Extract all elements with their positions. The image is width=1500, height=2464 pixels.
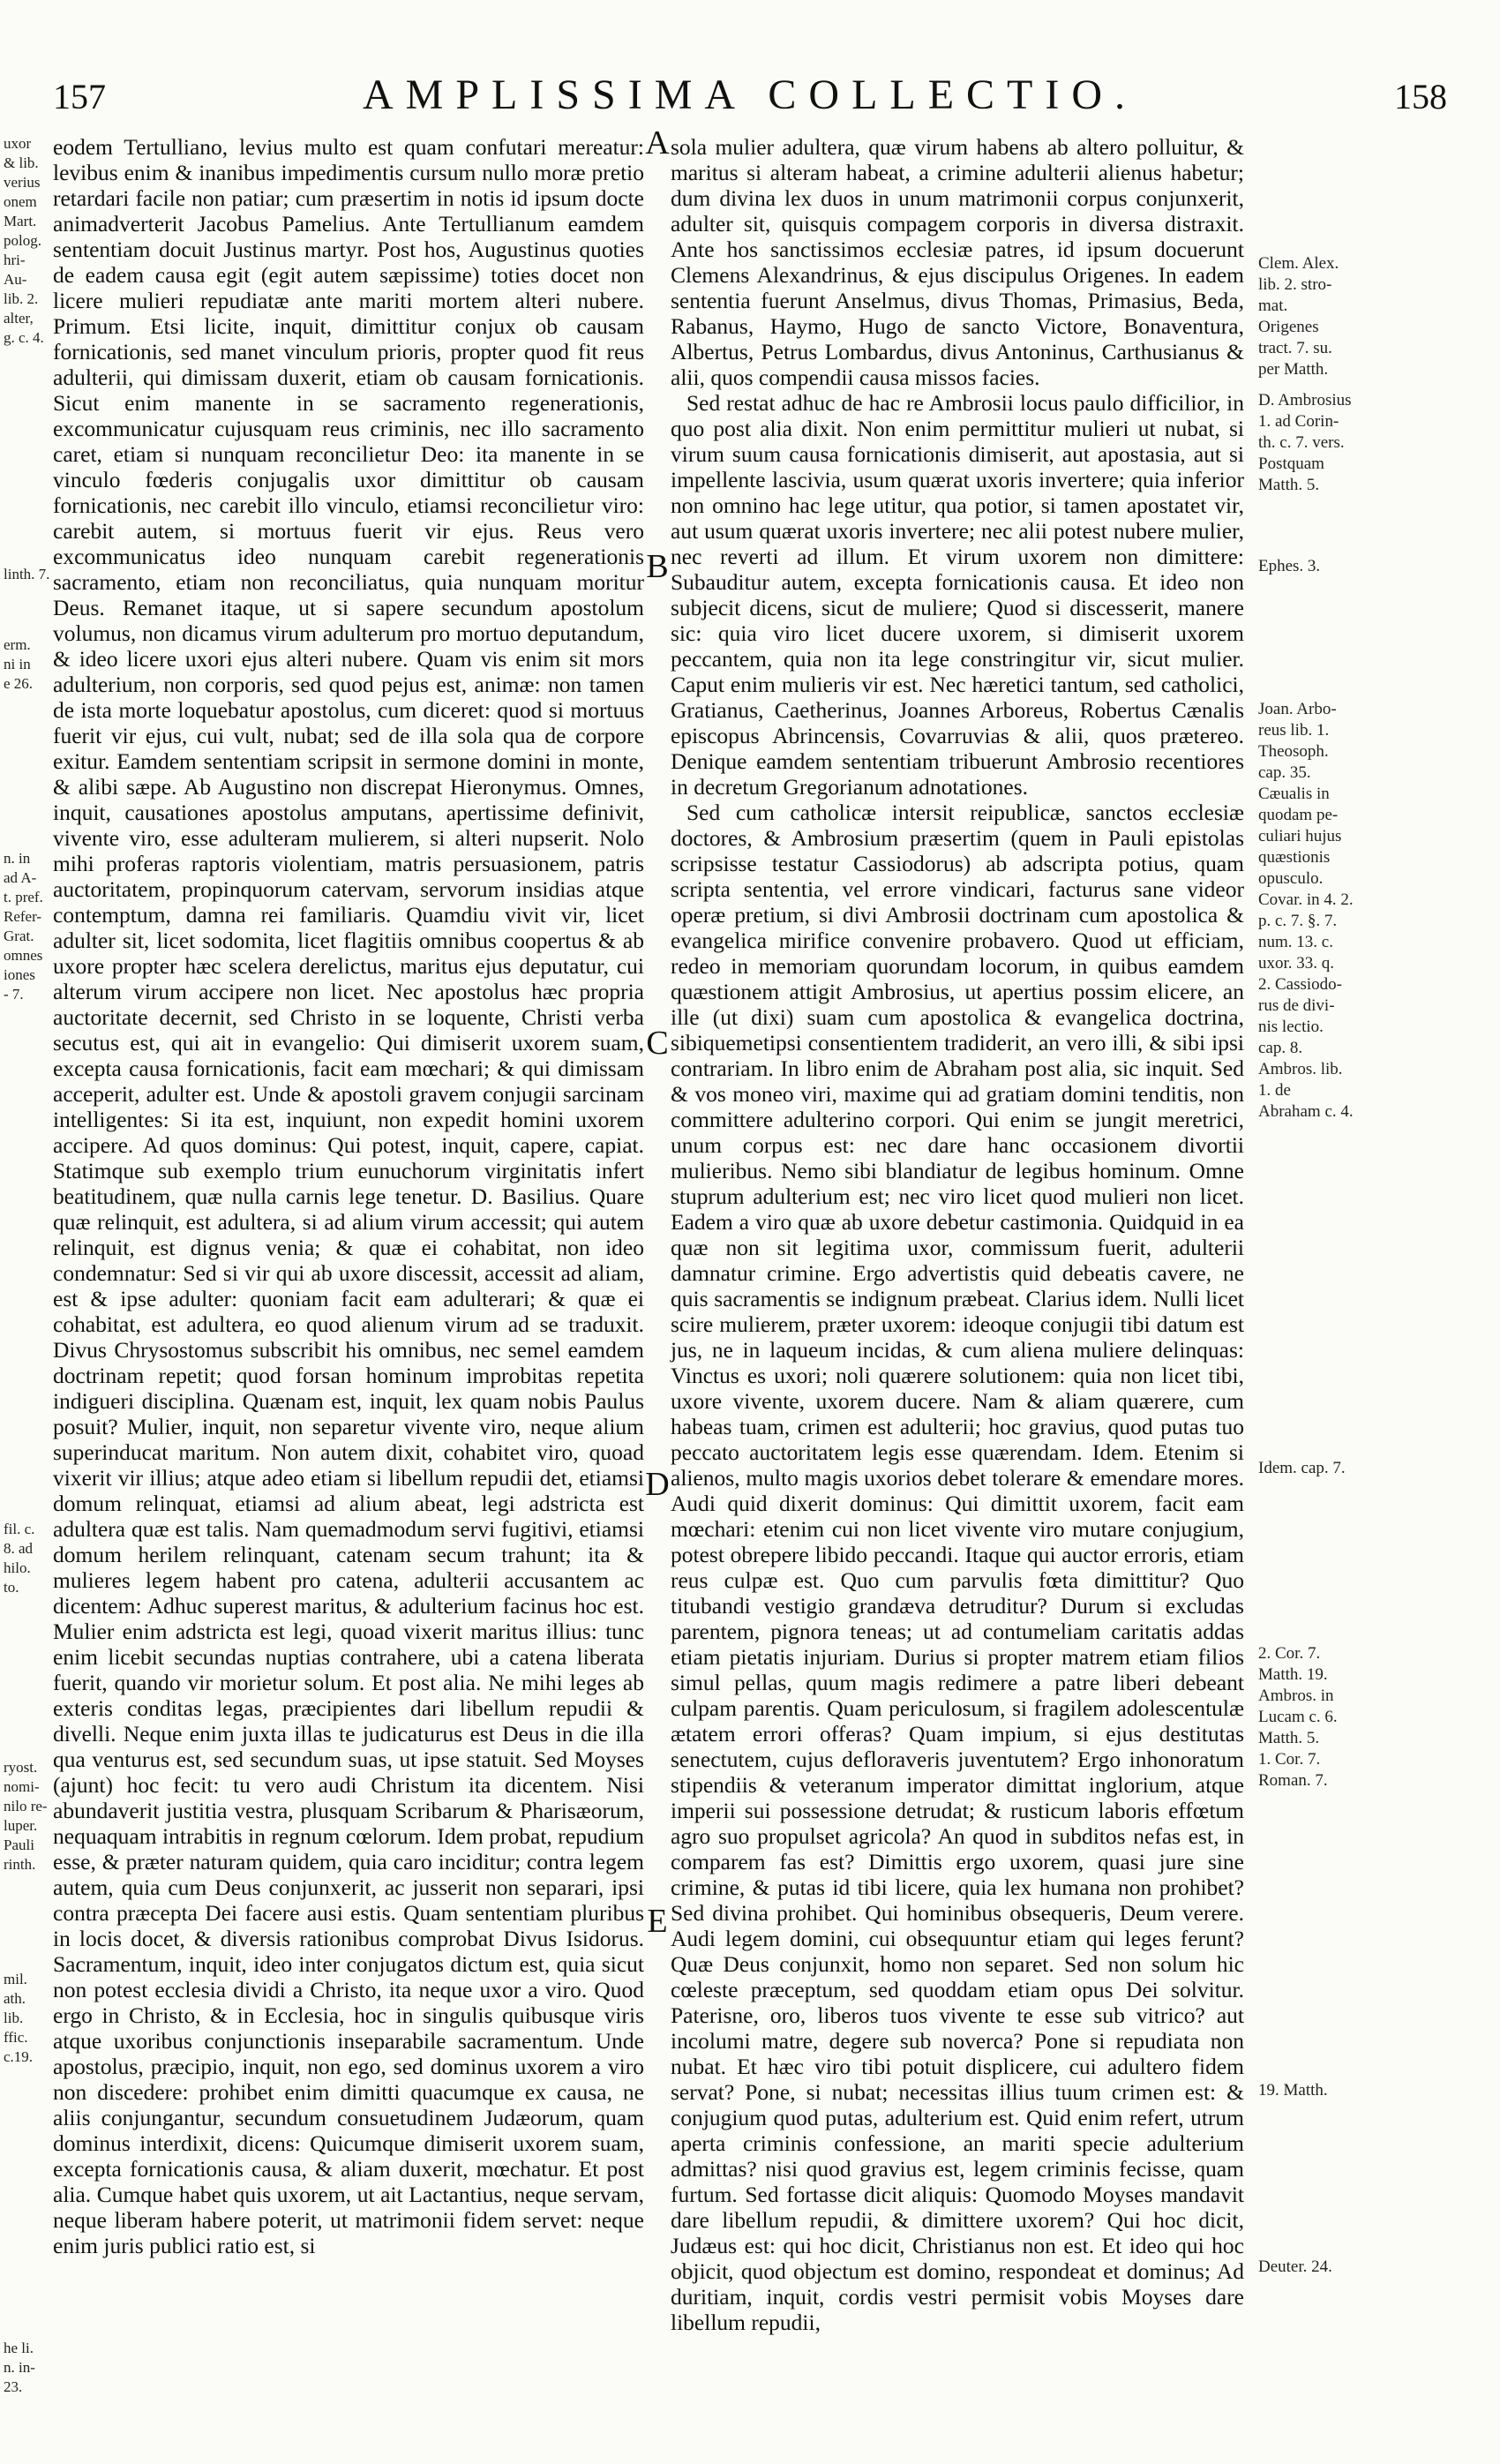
- page-number-right: 158: [1394, 77, 1447, 116]
- section-letter-a: A: [645, 124, 670, 162]
- left-column: [53, 134, 644, 2258]
- right-margin-notes: [1253, 134, 1491, 2429]
- margin-note: Clem. Alex. lib. 2. stro- mat. Origenes tract. 7. su. per Matth.: [1258, 254, 1339, 379]
- right-column: [671, 134, 1244, 2335]
- margin-note: erm. ni in e 26.: [4, 636, 34, 692]
- margin-note: n. in ad A- t. pref. Refer- Grat. omnes iones - 7.: [4, 850, 43, 1003]
- margin-note: Joan. Arbo- reus lib. 1. Theosoph. cap. 35. Cæualis in quodam pe- culiari hujus quæstionis opusculo. Covar. in 4. 2. p. c. 7. §. 7. num. 13. c. uxor. 33. q. 2. Cassiodo- rus de divi- nis lectio. cap. 8. Ambros. lib. 1. de Abraham c. 4.: [1258, 700, 1354, 1121]
- running-title: AMPLISSIMA COLLECTIO.: [362, 71, 1138, 118]
- page-number-left: 157: [53, 77, 106, 116]
- paragraph: Sed restat adhuc de hac re Ambrosii locus paulo difficilior, in quo post alia dixit. Non enim permittitur mulieri ut nubat, si virum suum causa fornicationis dimiserit, aut apostasia, aut si impellente lascivia, usum quærat uxoris invertere; quia inferior non omnino hac lege utitur, qua potior, si tamen apostatet vir, aut usum quærat uxoris invertere; nec alii potest nubere mulier, nec reverti ad illum. Et virum uxorem non dimittere: Subauditur autem, excepta fornicationis causa. Et ideo non subjecit dicens, sicut de muliere; Quod si discesserit, manere sic: quia viro licet ducere uxorem, si dimiserit uxorem peccantem, quia non ita lege constringitur vir, sicut mulier. Caput enim mulieris vir est. Nec hæretici tantum, sed catholici, Gratianus, Caetherinus, Joannes Arboreus, Robertus Cænalis episcopus Abrincensis, Covarruvias & alii, quos prætereo. Denique eamdem sententiam tribuerunt Ambrosio recentiores in decretum Gregorianum adnotationes.: [671, 390, 1244, 800]
- left-margin-notes: [0, 134, 51, 2429]
- margin-note: linth. 7.: [4, 566, 50, 582]
- section-letter-b: B: [646, 548, 669, 585]
- margin-note: he li. n. in- 23.: [4, 2340, 35, 2395]
- margin-note: ryost. nomi- nilo re- luper. Pauli rinth.: [4, 1759, 48, 1873]
- margin-note: uxor & lib. verius onem Mart. polog. hri- Au- lib. 2. alter, g. c. 4.: [4, 135, 44, 346]
- running-header: [53, 71, 1447, 132]
- margin-note: Deuter. 24.: [1258, 2257, 1332, 2276]
- section-letter-d: D: [645, 1466, 670, 1503]
- section-letter-c: C: [646, 1025, 669, 1062]
- margin-note: fil. c. 8. ad hilo. to.: [4, 1521, 35, 1596]
- margin-note: Idem. cap. 7.: [1258, 1459, 1346, 1477]
- margin-note: D. Ambrosius 1. ad Corin- th. c. 7. vers. Postquam Matth. 5.: [1258, 391, 1352, 494]
- margin-note: mil. ath. lib. ffic. c.19.: [4, 1971, 34, 2065]
- paragraph: sola mulier adultera, quæ virum habens ab altero polluitur, & maritus si alteram habeat, a crimine adulterii alienus habetur; dum divina lex duos in unum matrimonii corpus conjunxerit, adulter sit, quisquis compagem corporis in diversa distraxit. Ante hos sanctissimos ecclesiæ patres, id ipsum docuerunt Clemens Alexandrinus, & ejus discipulus Origenes. In eadem sententia fuerunt Anselmus, divus Thomas, Primasius, Beda, Rabanus, Haymo, Hugo de sancto Victore, Bonaventura, Albertus, Petrus Lombardus, divus Antoninus, Carthusianus & alii, quos compendii causa missos facies.: [671, 134, 1244, 390]
- margin-note: 2. Cor. 7. Matth. 19. Ambros. in Lucam c. 6. Matth. 5. 1. Cor. 7. Roman. 7.: [1258, 1644, 1338, 1790]
- margin-note: 19. Matth.: [1258, 2081, 1328, 2100]
- paragraph: eodem Tertulliano, levius multo est quam confutari mereatur: levibus enim & inanibus impedimentis cursum nullo moræ pretio retardari facile non patiar; cum præsertim in notis id ipsum docte animadverterit Jacobus Pamelius. Ante Tertullianum eamdem sententiam docuit Justinus martyr. Post hos, Augustinus quoties de eadem causa egit (egit autem sæpissime) toties docet non licere mulieri repudiatæ ante mariti mortem alteri nubere. Primum. Etsi licite, inquit, dimittitur conjux ob causam fornicationis, sed manet vinculum prioris, propter quod fit reus adulterii, qui dimissam duxerit, etiam ob causam fornicationis. Sicut enim manente in se sacramento regenerationis, excommunicatur cujusquam reus criminis, nec illo sacramento caret, etiam si nunquam reconcilietur Deo: ita manente in se vinculo fœderis conjugalis uxor dimittitur ob causam fornicationis, nec carebit illo vinculo, etiamsi reconcilietur viro: carebit autem, si mortuus fuerit vir ejus. Reus vero excommunicatus ideo nunquam carebit regenerationis sacramento, etiam non reconciliatus, quia nunquam moritur Deus. Remanet itaque, ut si sapere secundum apostolum volumus, non dicamus virum adulterum pro mortuo deputandum, & ideo licere uxori ejus alteri nubere. Quam vis enim sit mors adulterium, non corporis, sed quod pejus est, animæ: non tamen de ista morte loquebatur apostolus, cum diceret: quod si mortuus fuerit vir ejus, cui vult, nubat; sed de illa sola qua de corpore exitur. Eamdem sententiam scripsit in sermone domini in monte, & alibi sæpe. Ab Augustino non discrepat Hieronymus. Omnes, inquit, causationes apostolus amputans, apertissime definivit, vivente viro, esse adulteram mulierem, si alteri nupserit. Nolo mihi proferas raptoris violentiam, matris persuasionem, patris auctoritatem, propinquorum catervam, servorum insidias atque contemptum, damna rei familiaris. Quamdiu vivit vir, licet adulter sit, licet sodomita, licet flagitiis omnibus coopertus & ab uxore propter hæc scelera derelictus, maritus ejus deputatur, cui alterum virum accipere non licet. Nec apostolus hæc propria auctoritate decernit, sed Christo in se loquente, Christi verba secutus est, qui ait in evangelio: Qui dimiserit uxorem suam, excepta causa fornicationis, facit eam mœchari; & qui dimissam acceperit, adulter est. Unde & apostoli gravem conjugii sarcinam intelligentes: Si ita est, inquiunt, non expedit homini uxorem accipere. Ad quos dominus: Qui potest, inquit, capere, capiat. Statimque sub exemplo trium eunuchorum virginitatis infert beatitudinem, quæ nulla carnis lege tenetur. D. Basilius. Quare quæ relinquit, est adultera, si ad alium virum accessit; qui autem relinquit, est dignus venia; & quæ ei cohabitat, non ideo condemnatur: Sed si vir qui ab uxore discessit, accessit ad aliam, est & ipse adulter: quoniam facit eam adulterari; & quæ ei cohabitat, est adultera, eo quod alienum virum ad se traduxit. Divus Chrysostomus subscribit his omnibus, nec semel eamdem doctrinam repetit; quod forsan hominum improbitas repetita indigueri disciplina. Quænam est, inquit, lex quam nobis Paulus posuit? Mulier, inquit, non separetur vivente viro, neque alium superinducat maritum. Non autem dixit, cohabitet viro, quoad vixerit vir illius; atque adeo etiam si libellum repudii det, etiamsi domum relinquat, etiamsi ad alium abeat, legi adstricta est adultera quæ est talis. Nam quemadmodum servi fugitivi, etiamsi domum herilem relinquant, catenam secum trahunt; ita & mulieres legem habent pro catena, adulterii accusantem ac dicentem: Adhuc superest maritus, & adulterium facinus hoc est. Mulier enim adstricta est legi, quoad vixerit maritus illius: tunc enim licebit secundas nuptias contrahere, ubi a catena liberata fuerit, quando vir morietur solum. Et post alia. Ne mihi leges ab exteris conditas legas, præcipientes dari libellum repudii & divelli. Neque enim juxta illas te judicaturus est Deus in die illa qua venturus est, sed secundum suas, ut ipse statuit. Sed Moyses (ajunt) hoc fecit: tu vero audi Christum ita dicentem. Nisi abundaverit justitia vestra, plusquam Scribarum & Pharisæorum, nequaquam intrabitis in regnum cœlorum. Idem probat, repudium esse, & præter naturam quidem, quia caro inciditur; contra legem autem, quia cum Deus conjunxerit, ac jusserit non separari, ipsi contra præcepta Dei facere ausi estis. Quam sententiam pluribus in locis docet, & diversis rationibus comprobat Divus Isidorus. Sacramentum, inquit, ideo inter conjugatos dictum est, quia sicut non potest ecclesia dividi a Christo, ita neque uxor a viro. Quod ergo in Christo, & in Ecclesia, hoc in singulis quibusque viris atque uxoribus conjunctionis inseparabile sacramentum. Unde apostolus, præcipio, inquit, non ego, sed dominus uxorem a viro non discedere: prohibet enim dimitti quacumque ex causa, ne aliis conjungantur, secundum consuetudinem Judæorum, quam dominus interdixit, dicens: Quicumque dimiserit uxorem suam, excepta fornicationis causa, & aliam duxerit, mœchatur. Et post alia. Cumque habet quis uxorem, ut ait Lactantius, neque servam, neque liberam habere poterit, ut matrimonii fidem servet: neque enim juris publici ratio est, si: [53, 134, 644, 2258]
- margin-note: Ephes. 3.: [1258, 557, 1321, 575]
- paragraph: Sed cum catholicæ intersit reipublicæ, sanctos ecclesiæ doctores, & Ambrosium præsertim (quem in Pauli epistolas scripsisse testatur Cassiodorus) ab adscripta potius, quam scripta sententia, vel errore vindicari, facturus sane videor operæ pretium, si divi Ambrosii doctrinam cum apostolica & evangelica mirifice convenire probavero. Quod ut efficiam, redeo in memoriam quorundam locorum, in quibus eamdem quæstionem attigit Ambrosius, ut apertius possim elicere, an ille (ut dixi) suam cum apostolica & evangelica doctrina, sibiquemetipsi consentientem tradiderit, an vero illi, & sibi ipsi contrariam. In libro enim de Abraham post alia, sic inquit. Sed & vos moneo viri, maxime qui ad gratiam domini tenditis, non committere adulterino corpori. Qui enim se jungit meretrici, unum corpus est: nec dare hanc occasionem divortii mulieribus. Nemo sibi blandiatur de legibus hominum. Omne stuprum adulterium est; nec viro licet quod mulieri non licet. Eadem a viro quæ ab uxore debetur castimonia. Quidquid in ea quæ non sit legitima uxor, commissum fuerit, adulterii damnatur crimine. Ergo advertistis quid debeatis cavere, ne quis sacramentis se indignum præbeat. Clarius idem. Nulli licet scire mulierem, præter uxorem: ideoque conjugii tibi datum est jus, ne in laqueum incidas, & cum aliena muliere delinquas: Vinctus es uxori; noli quærere solutionem: quia non licet tibi, uxore vivente, uxorem ducere. Nam & aliam quærere, cum habeas tuam, crimen est adulterii; hoc gravius, quod putas tuo peccato auctoritatem legis esse quærendam. Idem. Etenim si alienos, multo magis uxorios debet tolerare & emendare mores. Audi quid dixerit dominus: Qui dimittit uxorem, facit eam mœchari: etenim cui non licet vivente viro mutare conjugium, potest obrepere libido peccandi. Itaque qui auctor erroris, etiam reus culpæ est. Quo cum parvulis fœta dimittitur? Quo titubandi vestigio grandæva detruditur? Durum si excludas parentem, pignora teneas; ut ad contumeliam caritatis addas etiam pietatis injuriam. Durius si propter matrem etiam filios simul pellas, quum magis redimere a patre liberi debeant culpam parentis. Quam periculosum, si fragilem adolescentulæ ætatem errori offeras? Quam impium, si ejus destitutas senectutem, cujus defloraveris juventutem? Ergo inhonoratum stipendiis & veteranum imperator dimittat inglorium, atque imperii sui possessione detrudat; & rusticum laboris effœtum agro suo propulset agricola? An quod in subditos nefas est, in comparem fas est? Dimittis ergo uxorem, quasi jure sine crimine, & putas id tibi licere, quia lex humana non prohibet? Sed divina prohibet. Qui hominibus obsequeris, Deum verere. Audi legem domini, cui obsequuntur etiam qui leges ferunt? Quæ Deus conjunxit, homo non separet. Sed non solum hic cœleste præceptum, sed quoddam etiam opus Dei solvitur. Paterisne, oro, liberos tuos vivente te esse sub vitrico? aut incolumi matre, degere sub noverca? Pone si repudiata non nubat. Et hæc viro tibi potuit displicere, cui adultero fidem servat? Pone, si nubat; necessitas illius tuum crimen est: & conjugium quod putas, adulterium est. Quid enim refert, utrum aperta criminis confessione, an mariti specie adulterium admittas? nisi quod gravius est, legem criminis fecisse, quam furtum. Sed fortasse dicit aliquis: Quomodo Moyses mandavit dare libellum repudii, & dimittere uxorem? Qui hoc dicit, Judæus est: qui hoc dicit, Christianus non est. Et ideo qui hoc objicit, quod objectum est domino, respondeat et dominus; Ad duritiam, inquit, cordis vestri permisit vobis Moyses dare libellum repudii,: [671, 800, 1244, 2335]
- section-letter-e: E: [647, 1903, 668, 1940]
